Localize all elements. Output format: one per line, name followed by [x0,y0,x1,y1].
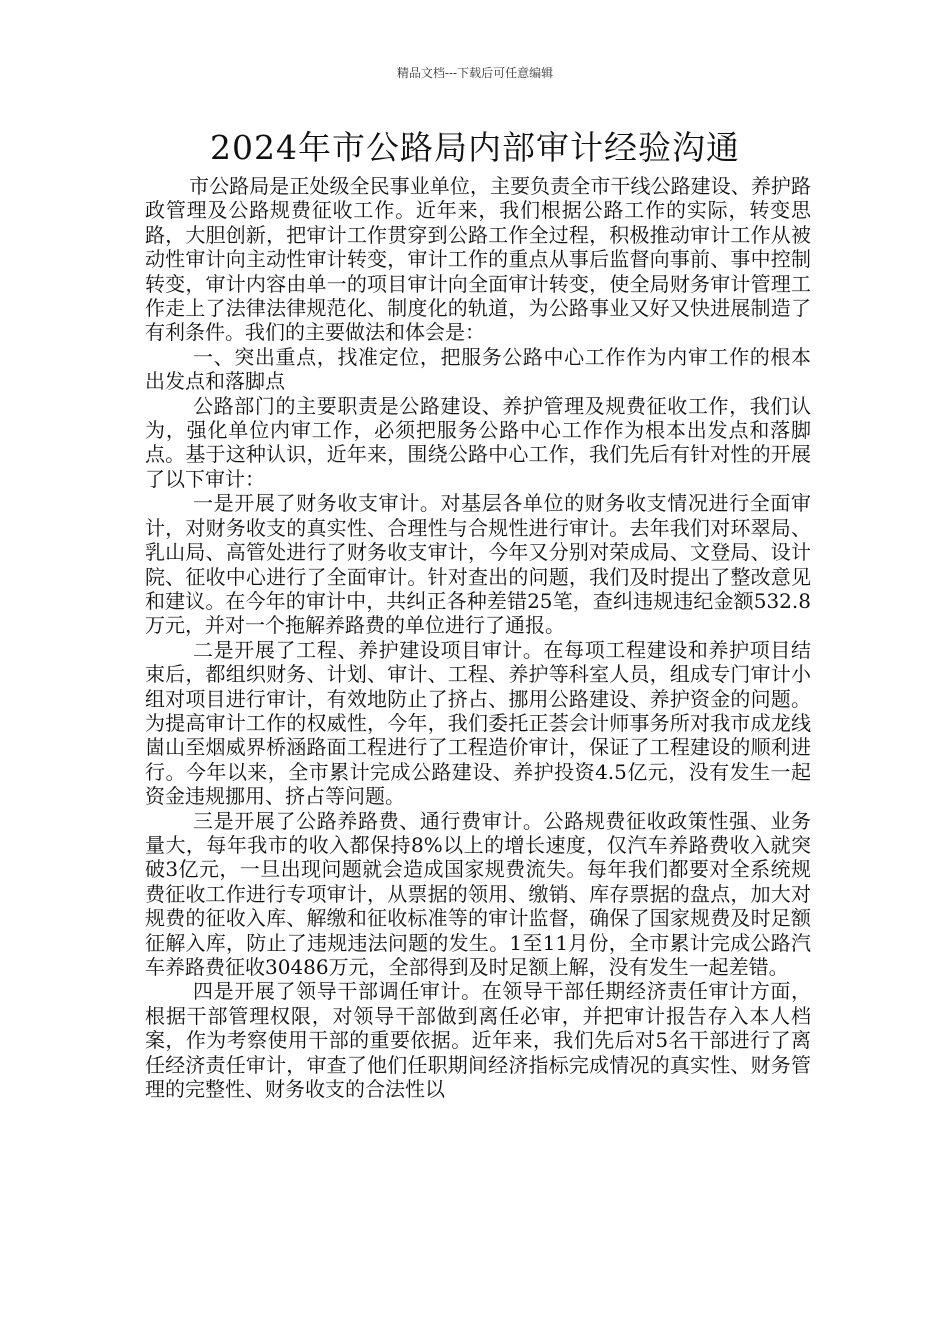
paragraph: 一是开展了财务收支审计。对基层各单位的财务收支情况进行全面审计，对财务收支的真实性、合理性与合规性进行审计。去年我们对环翠局、乳山局、高管处进行了财务收支审计，今年又分别对荣成局、文登局、设计院、征收中心进行了全面审计。针对查出的问题，我们及时提出了整改意见和建议。在今年的审计中，共纠正各种差错25笔，查纠违规违纪金额532.8万元，并对一个拖解养路费的单位进行了通报。 [145,491,811,638]
paragraph: 三是开展了公路养路费、通行费审计。公路规费征收政策性强、业务量大，每年我市的收入都保持8%以上的增长速度，仅汽车养路费收入就突破3亿元，一旦出现问题就会造成国家规费流失。每年我们都要对全系统规费征收工作进行专项审计，从票据的领用、缴销、库存票据的盘点，加大对规费的征收入库、解缴和征收标准等的审计监督，确保了国家规费及时足额征解入库，防止了违规违法问题的发生。1至11月份，全市累计完成公路汽车养路费征收30486万元，全部得到及时足额上解，没有发生一起差错。 [145,808,811,979]
paragraph-intro: 市公路局是正处级全民事业单位，主要负责全市干线公路建设、养护路政管理及公路规费征收工作。近年来，我们根据公路工作的实际，转变思路，大胆创新，把审计工作贯穿到公路工作全过程，积极推动审计工作从被动性审计向主动性审计转变，审计工作的重点从事后监督向事前、事中控制转变，审计内容由单一的项目审计向全面审计转变，使全局财务审计管理工作走上了法律法律规范化、制度化的轨道，为公路事业又好又快进展制造了有利条件。我们的主要做法和体会是： [145,174,811,345]
paragraph: 二是开展了工程、养护建设项目审计。在每项工程建设和养护项目结束后，都组织财务、计划、审计、工程、养护等科室人员，组成专门审计小组对项目进行审计，有效地防止了挤占、挪用公路建设、养护资金的问题。为提高审计工作的权威性，今年，我们委托正荟会计师事务所对我市成龙线崮山至烟威界桥涵路面工程进行了工程造价审计，保证了工程建设的顺利进行。今年以来，全市累计完成公路建设、养护投资4.5亿元，没有发生一起资金违规挪用、挤占等问题。 [145,637,811,809]
paragraph: 四是开展了领导干部调任审计。在领导干部任期经济责任审计方面，根据干部管理权限，对领导干部做到离任必审，并把审计报告存入本人档案，作为考察使用干部的重要依据。近年来，我们先后对5名干部进行了离任经济责任审计，审查了他们任职期间经济指标完成情况的真实性、财务管理的完整性、财务收支的合法性以 [145,979,811,1102]
page-title: 2024年市公路局内部审计经验沟通 [210,128,740,167]
document-body [145,174,811,1101]
header-note: 精品文档---下载后可任意编辑 [396,66,554,80]
paragraph: 公路部门的主要职责是公路建设、养护管理及规费征收工作，我们认为，强化单位内审工作，必须把服务公路中心工作作为根本出发点和落脚点。基于这种认识，近年来，围绕公路中心工作，我们先后有针对性的开展了以下审计： [145,393,811,491]
paragraph-section-heading: 一、突出重点，找准定位，把服务公路中心工作作为内审工作的根本出发点和落脚点 [145,344,811,394]
